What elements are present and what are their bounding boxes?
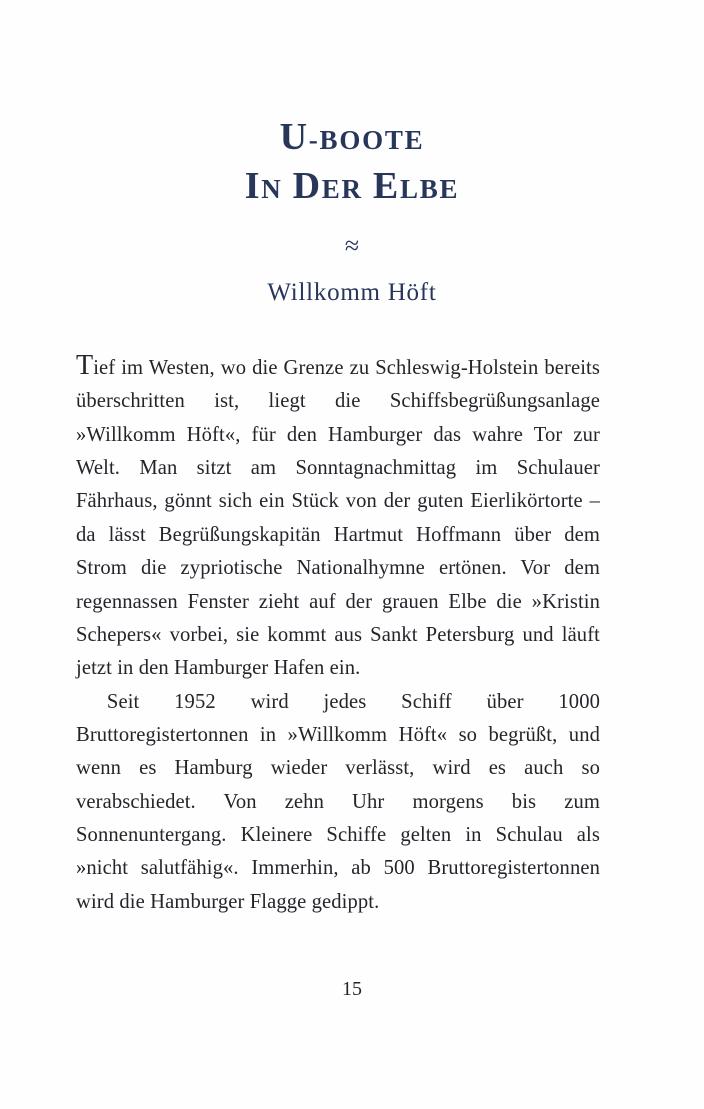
wave-ornament-icon: ≈ — [344, 230, 360, 260]
page-number: 15 — [342, 978, 362, 1000]
paragraph-2 — [76, 686, 600, 920]
chapter-title-line-1: U-BOOTE — [279, 116, 425, 159]
drop-cap: T — [76, 350, 94, 381]
page-title — [0, 113, 704, 210]
chapter-title-line-2: IN DER ELBE — [244, 165, 460, 208]
paragraph-1 — [76, 352, 600, 686]
paragraph-1-text: ief im Westen, wo die Grenze zu Schleswig-Holstein bereits überschritten ist, liegt die Schiffsbegrüßungsanlage »Willkomm Höft«, für den Hamburger das wahre Tor zur Welt. Man sitzt am Sonntagnachmittag im Schulauer Fährhaus, gönnt sich ein Stück von der guten Eierlikörtorte – da lässt Begrüßungskapitän Hartmut Hoffmann über dem Strom die zypriotische Nationalhymne ertönen. Vor dem regennassen Fenster zieht auf der grauen Elbe die »Kristin Schepers« vorbei, sie kommt aus Sankt Petersburg und läuft jetzt in den Hamburger Hafen ein. — [76, 357, 600, 680]
chapter-subtitle: Willkomm Höft — [267, 278, 437, 306]
body-text — [76, 352, 600, 919]
paragraph-2-text: Seit 1952 wird jedes Schiff über 1000 Bruttoregistertonnen in »Willkomm Höft« so begrüßt, und wenn es Hamburg wieder verlässt, wird es auch so verabschiedet. Von zehn Uhr morgens bis zum Sonnenuntergang. Kleinere Schiffe gelten in Schulau als »nicht salutfähig«. Immerhin, ab 500 Bruttoregistertonnen wird die Hamburger Flagge gedippt. — [76, 690, 600, 913]
chapter-header — [0, 92, 704, 307]
